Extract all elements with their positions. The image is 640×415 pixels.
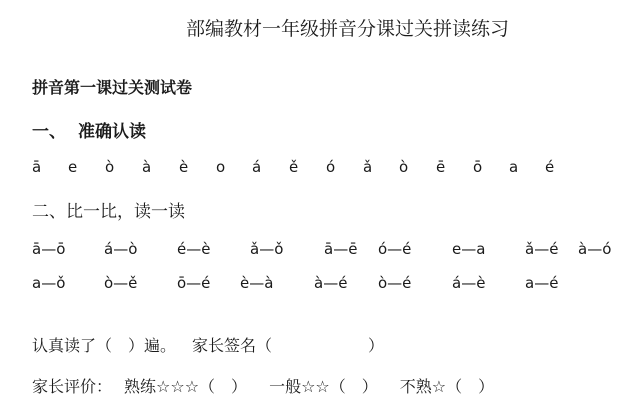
pair-item: ǎ—é [525, 240, 559, 258]
evaluation-option-proficient: 熟练☆☆☆（ ） [124, 377, 248, 396]
pair-item: à—é [314, 274, 348, 292]
vowel-item: e [68, 158, 78, 176]
document-title: 部编教材一年级拼音分课过关拼读练习 [186, 18, 510, 40]
pair-item: á—ò [104, 240, 138, 258]
vowel-item: ā [32, 158, 42, 176]
section-1-number: 一、 [32, 122, 66, 142]
pair-item: á—è [452, 274, 486, 292]
pair-item: a—é [525, 274, 559, 292]
evaluation-option-unfamiliar: 不熟☆（ ） [399, 377, 495, 396]
pair-item: e—a [452, 240, 486, 258]
vowel-item: ǎ [363, 158, 373, 176]
section-2-heading: 二、比一比，读一读 [32, 202, 185, 222]
section-1-heading [32, 117, 146, 142]
vowel-item: ō [473, 158, 483, 176]
evaluation-label: 家长评价： [32, 377, 113, 396]
vowel-item: ē [436, 158, 446, 176]
vowel-item: à [142, 158, 152, 176]
pair-item: è—à [240, 274, 274, 292]
pair-item: ō—é [177, 274, 211, 292]
pair-item: à—ó [578, 240, 612, 258]
vowel-item: é [545, 158, 555, 176]
vowel-item: o [216, 158, 226, 176]
evaluation-option-average: 一般☆☆（ ） [269, 377, 378, 396]
vowel-item: ò [105, 158, 115, 176]
vowel-item: á [252, 158, 262, 176]
vowel-item: è [179, 158, 189, 176]
pair-item: ǎ—ǒ [250, 240, 284, 258]
pair-item: ā—ē [324, 240, 358, 258]
pair-item: ò—ě [104, 274, 138, 292]
section-1-label: 准确认读 [78, 122, 146, 142]
pair-item: ā—ō [32, 240, 66, 258]
pair-item: ó—é [378, 240, 412, 258]
vowel-item: ò [399, 158, 409, 176]
vowel-item: ó [326, 158, 336, 176]
pair-item: ò—é [378, 274, 412, 292]
pair-item: a—ǒ [32, 274, 66, 292]
vowel-item: a [509, 158, 519, 176]
pair-item: é—è [177, 240, 211, 258]
test-subtitle: 拼音第一课过关测试卷 [32, 78, 193, 97]
reading-count-line [32, 333, 384, 356]
parent-signature: 家长签名（ ） [192, 336, 385, 355]
vowel-item: ě [289, 158, 299, 176]
reading-count: 认真读了（ ）遍。 [32, 336, 177, 355]
parent-evaluation-line [32, 374, 494, 397]
